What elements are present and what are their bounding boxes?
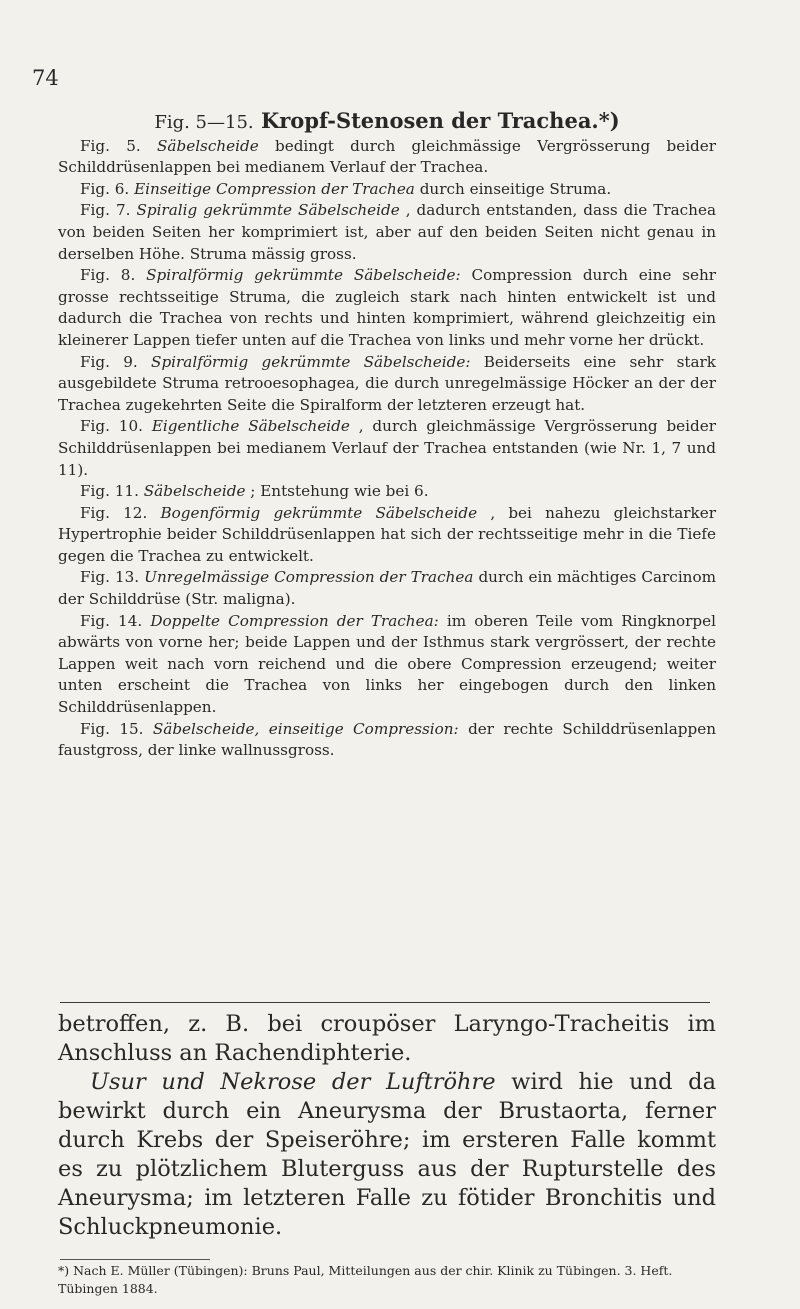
entry-text: der rechte Schilddrüsenlappen faustgross, der linke wallnussgross. (58, 719, 717, 760)
entry-text: bedingt durch gleichmässige Vergrösserung beider Schilddrüsenlappen bei medianem Verlauf der Trachea. (58, 136, 717, 177)
entry-fig: Fig. 12. (80, 503, 148, 522)
entry-emphasis: Einseitige Compression der Trachea (134, 179, 415, 198)
entry-fig: Fig. 7. (80, 201, 131, 220)
entry-text: , durch gleichmässige Vergrösserung beider Schilddrüsenlappen bei medianem Verlauf der Trachea entstanden (wie Nr. 1, 7 und 11). (58, 417, 716, 479)
entry-emphasis: Spiralförmig gekrümmte Säbelscheide: (151, 352, 471, 371)
legend-entry (58, 416, 716, 481)
heading-title: Kropf-Stenosen der Trachea.*) (260, 108, 620, 133)
entry-emphasis: Bogenförmig gekrümmte Säbelscheide (160, 503, 478, 522)
body-paragraph-2-text: wird hie und da bewirkt durch ein Aneurysma der Brustaorta, ferner durch Krebs der Speiseröhre; im ersteren Falle kommt es zu plötzlichem Bluterguss aus der Rupturstelle des Aneurysma; im letzteren Falle zu fötider Bronchitis und Schluckpneumonie. (58, 1069, 716, 1240)
footnote: *) Nach E. Müller (Tübingen): Bruns Paul, Mitteilungen aus der chir. Klinik zu Tübingen. 3. Heft. Tübingen 1884. (58, 1263, 673, 1296)
legend-entry (58, 200, 716, 265)
divider (60, 1002, 710, 1003)
entry-fig: Fig. 14. (80, 611, 143, 630)
entry-emphasis: Spiralig gekrümmte Säbelscheide (136, 201, 400, 220)
entry-text: durch ein mächtiges Carcinom der Schilddrüse (Str. maligna). (58, 568, 716, 609)
legend-entry (58, 352, 716, 417)
entry-fig: Fig. 15. (80, 719, 144, 738)
entry-emphasis: Säbelscheide, einseitige Compression: (152, 719, 459, 738)
entry-emphasis: Spiralförmig gekrümmte Säbelscheide: (146, 266, 461, 285)
entry-text: im oberen Teile vom Ringknorpel abwärts von vorne her; beide Lappen und der Isthmus stark vergrössert, der rechte Lappen weit nach vorn reichend und die obere Compression erzeugend; weiter unten erscheint die Trachea von links her eingebogen durch den linken Schilddrüsenlappen. (58, 611, 717, 717)
legend-entry (58, 611, 716, 719)
footnote-rule (60, 1259, 210, 1260)
entry-fig: Fig. 9. (80, 352, 138, 371)
entry-fig: Fig. 10. (80, 417, 143, 436)
legend-entry (58, 503, 716, 568)
entry-text: , bei nahezu gleichstarker Hypertrophie beider Schilddrüsenlappen hat sich der rechtsseitige mehr in die Tiefe gegen die Trachea zu entwickelt. (58, 503, 717, 565)
entry-emphasis: Säbelscheide (157, 136, 259, 155)
legend-entry (58, 136, 716, 179)
body-paragraph-1: betroffen, z. B. bei croupöser Laryngo-Tracheitis im Anschluss an Rachendiphterie. (58, 1011, 716, 1066)
entry-fig: Fig. 13. (80, 568, 140, 587)
legend-entry (58, 567, 716, 610)
entry-text: Compression durch eine sehr grosse rechtsseitige Struma, die zugleich stark nach hinten entwickelt ist und dadurch die Trachea von rechts und hinten komprimiert, während gleichzeitig ein kleinerer Lappen tiefer unten auf die Trachea von links und mehr vorne her drückt. (58, 266, 717, 349)
legend-entry (58, 719, 716, 762)
entry-fig: Fig. 8. (80, 266, 136, 285)
entry-emphasis: Eigentliche Säbelscheide (151, 417, 350, 436)
entry-emphasis: Doppelte Compression der Trachea: (150, 611, 439, 630)
entry-text: , dadurch entstanden, dass die Trachea von beiden Seiten her komprimiert ist, aber auf den beiden Seiten nicht genau in derselben Höhe. Struma mässig gross. (58, 201, 717, 263)
legend-entry (58, 265, 716, 351)
legend-entries (58, 136, 716, 762)
legend-entry (58, 179, 716, 201)
heading-fig: Fig. 5—15. (154, 112, 254, 133)
body-emphasis: Usur und Nekrose der Luftröhre (90, 1069, 496, 1095)
entry-fig: Fig. 6. (80, 179, 130, 198)
entry-emphasis: Säbelscheide (143, 482, 246, 501)
figure-legend (58, 110, 716, 762)
entry-fig: Fig. 11. (80, 482, 139, 501)
body-text (58, 1010, 716, 1242)
entry-text: ; Entstehung wie bei 6. (250, 482, 429, 501)
page-number: 74 (32, 66, 59, 90)
legend-heading (58, 110, 716, 134)
legend-entry (58, 481, 716, 503)
body-paragraph-2 (58, 1068, 716, 1242)
entry-fig: Fig. 5. (80, 136, 141, 155)
entry-emphasis: Unregelmässige Compression der Trachea (144, 568, 474, 587)
entry-text: Beiderseits eine sehr stark ausgebildete Struma retrooesophagea, die durch unregelmässige Höcker an der der Trachea zugekehrten Seite die Spiralform der letzteren erzeugt hat. (58, 352, 717, 414)
entry-text: durch einseitige Struma. (419, 179, 612, 198)
